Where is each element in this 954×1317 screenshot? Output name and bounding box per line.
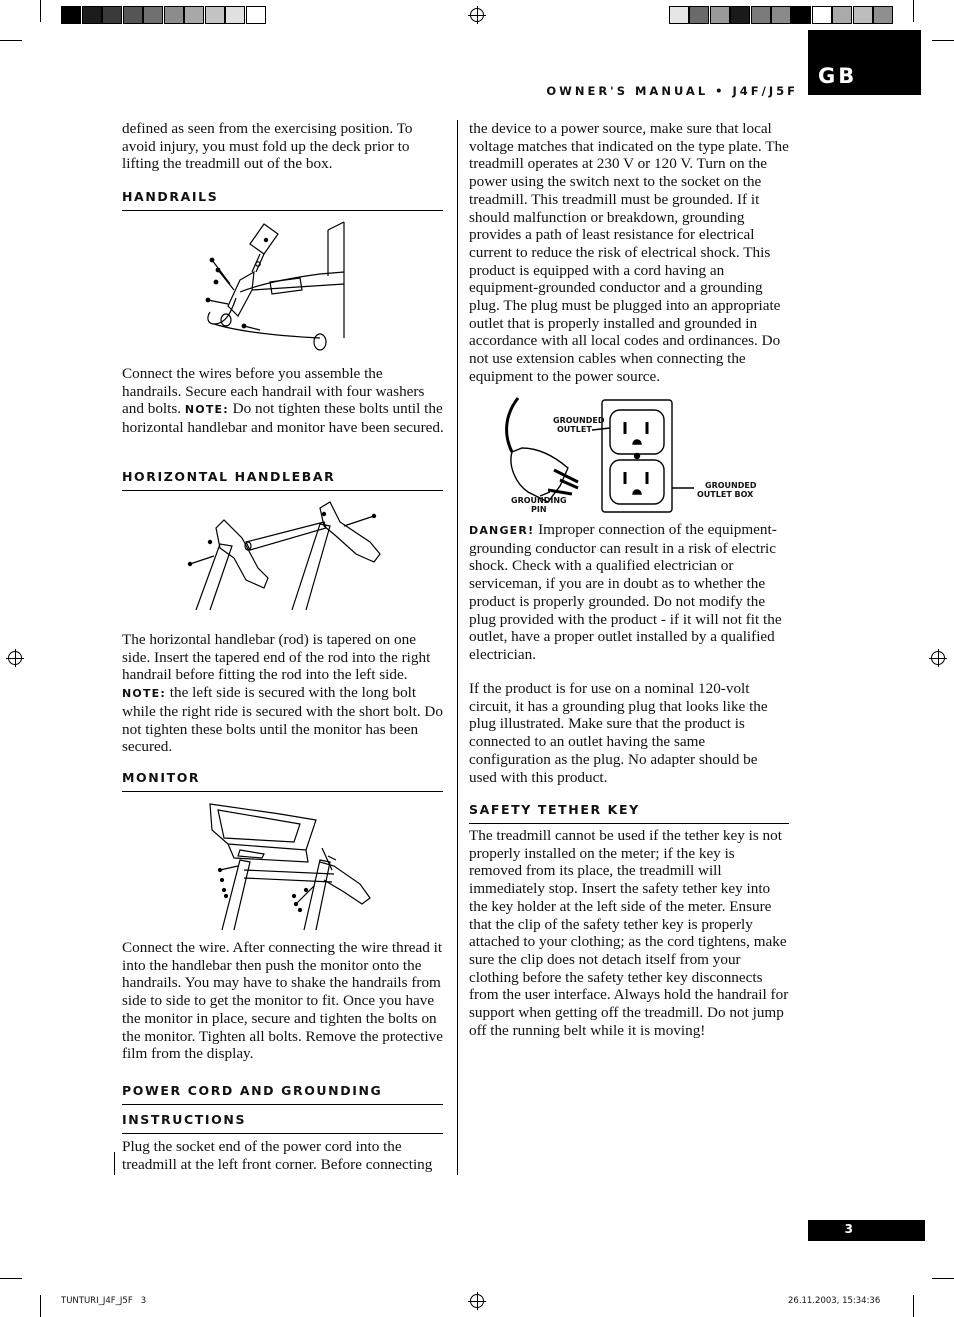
monitor-paragraph: Connect the wire. After connecting the wire thread it into the handlebar then push the monitor onto the handrails. You may have to shake the handrails from side to side to get the monitor to fit. Once you have the monitor in place, secure and tighten the bolts on the monitor. Tighten all bolts. Remove the protective film from the display. — [122, 939, 444, 1063]
power-continued-paragraph: the device to a power source, make sure that local voltage matches that indicated on the type plate. The treadmill operates at 230 V or 120 V. Turn on the power using the switch next to the socket on the treadmill. This treadmill must be grounded. If it should malfunction or breakdown, grounding provides a path of least resistance for electrical current to reduce the risk of electrical shock. This product is equipped with a cord having an equipment-grounded conductor and a grounding plug. The plug must be plugged into an appropriate outlet that is properly installed and grounded in accordance with all local codes and ordinances. Do not use extension cables when connecting the equipment to the power source. — [469, 120, 789, 385]
column-edge-left — [114, 1152, 115, 1175]
calibration-swatch — [184, 6, 204, 24]
print-slug-left: TUNTURI_J4F_J5F 3 — [61, 1296, 147, 1306]
calibration-swatch — [730, 6, 750, 24]
heading-rule — [122, 791, 443, 792]
handrails-paragraph — [122, 365, 444, 437]
monitor-assembly-figure — [204, 800, 374, 932]
calibration-swatch — [832, 6, 852, 24]
registration-mark-bottom — [470, 1294, 484, 1308]
note-label: NOTE: — [122, 687, 166, 701]
handrails-text: Connect the wires before you assemble the handrails. Secure each handrail with four washers and bolts. — [122, 365, 425, 418]
label-grounded-outlet-line2: OUTLET — [557, 425, 592, 434]
page-number-tab: 3 — [808, 1220, 925, 1241]
calibration-swatch — [771, 6, 791, 24]
calibration-swatch — [102, 6, 122, 24]
handlebar-assembly-figure — [184, 498, 384, 612]
handlebar-text: The horizontal handlebar (rod) is tapered on one side. Insert the tapered end of the rod into the right handrail before fitting the rod into the left side. — [122, 631, 431, 684]
section-heading-handlebar: HORIZONTAL HANDLEBAR — [122, 469, 336, 484]
danger-paragraph — [469, 521, 789, 664]
handrails-note-text: Do not tighten these bolts until the horizontal handlebar and monitor have been secured. — [122, 400, 444, 437]
heading-rule — [122, 490, 443, 491]
label-grounded-outlet-box-line1: GROUNDED — [705, 481, 757, 490]
language-tab: GB — [808, 30, 921, 95]
heading-rule — [122, 210, 443, 211]
calibration-swatch — [689, 6, 709, 24]
section-heading-monitor: MONITOR — [122, 770, 201, 785]
label-grounded-outlet-line1: GROUNDED — [553, 416, 605, 425]
label-grounding-pin-line1: GROUNDING — [511, 496, 567, 505]
registration-mark-top — [470, 8, 484, 22]
intro-paragraph: defined as seen from the exercising position. To avoid injury, you must fold up the deck prior to lifting the treadmill out of the box. — [122, 120, 413, 173]
calibration-swatch — [123, 6, 143, 24]
calibration-swatch — [791, 6, 811, 24]
label-grounded-outlet-box — [697, 481, 756, 499]
danger-label: DANGER! — [469, 524, 535, 537]
label-grounded-outlet-box-line2: OUTLET BOX — [697, 490, 754, 499]
volt-paragraph: If the product is for use on a nominal 120-volt circuit, it has a grounding plug that looks like the plug illustrated. Make sure that the product is connected to an outlet having the same configuration as the plug. No adapter should be used with this product. — [469, 680, 768, 786]
calibration-swatch — [164, 6, 184, 24]
handrail-assembly-figure — [200, 220, 348, 356]
section-heading-tether: SAFETY TETHER KEY — [469, 802, 640, 817]
calibration-swatch — [143, 6, 163, 24]
handlebar-note-text: the left side is secured with the long bolt while the right ride is secured with the short bolt. Do not tighten these bolts until the monitor has been secured. — [122, 684, 443, 756]
calibration-swatch — [205, 6, 225, 24]
calibration-swatch — [82, 6, 102, 24]
column-divider — [457, 120, 458, 1175]
calibration-swatch — [751, 6, 771, 24]
calibration-swatch — [61, 6, 81, 24]
heading-rule — [122, 1104, 443, 1105]
calibration-swatch — [853, 6, 873, 24]
label-grounding-pin — [511, 496, 567, 514]
calibration-swatch — [710, 6, 730, 24]
power-paragraph: Plug the socket end of the power cord into the treadmill at the left front corner. Before connecting — [122, 1138, 433, 1173]
print-slug-right: 26.11.2003, 15:34:36 — [788, 1296, 881, 1306]
registration-mark-right — [931, 651, 945, 665]
calibration-swatch — [669, 6, 689, 24]
registration-mark-left — [8, 651, 22, 665]
heading-rule — [469, 823, 789, 824]
section-heading-power-continued: INSTRUCTIONS — [122, 1112, 247, 1127]
calibration-swatch — [812, 6, 832, 24]
calibration-swatch — [246, 6, 266, 24]
calibration-swatch — [225, 6, 245, 24]
handlebar-paragraph — [122, 631, 444, 756]
running-title: OWNER'S MANUAL • J4F/J5F — [546, 84, 798, 98]
section-heading-handrails: HANDRAILS — [122, 189, 219, 204]
label-grounding-pin-line2: PIN — [531, 505, 547, 514]
heading-rule — [122, 1133, 443, 1134]
tether-paragraph: The treadmill cannot be used if the tether key is not properly installed on the meter; if the key is removed from its place, the treadmill will immediately stop. Insert the safety tether key into the key holder at the left side of the meter. Ensure that the clip of the safety tether key is properly attached to your clothing; as the cord tightens, make sure the clip does not detach itself from your clothing before the safety tether key disconnects from the user interface. Always hold the handrail for support when getting off the treadmill. Do not jump off the running belt while it is moving! — [469, 827, 789, 1039]
section-heading-power: POWER CORD AND GROUNDING — [122, 1083, 383, 1098]
note-label: NOTE: — [184, 403, 229, 417]
label-grounded-outlet — [553, 416, 604, 434]
danger-text: Improper connection of the equipment-grounding conductor can result in a risk of electric shock. Check with a qualified electrician or serviceman, if you are in doubt as to whether the product is properly grounded. Do not modify the plug provided with the product - if it will not fit the outlet, have a proper outlet installed by a qualified electrician. — [469, 521, 782, 663]
calibration-swatch — [873, 6, 893, 24]
